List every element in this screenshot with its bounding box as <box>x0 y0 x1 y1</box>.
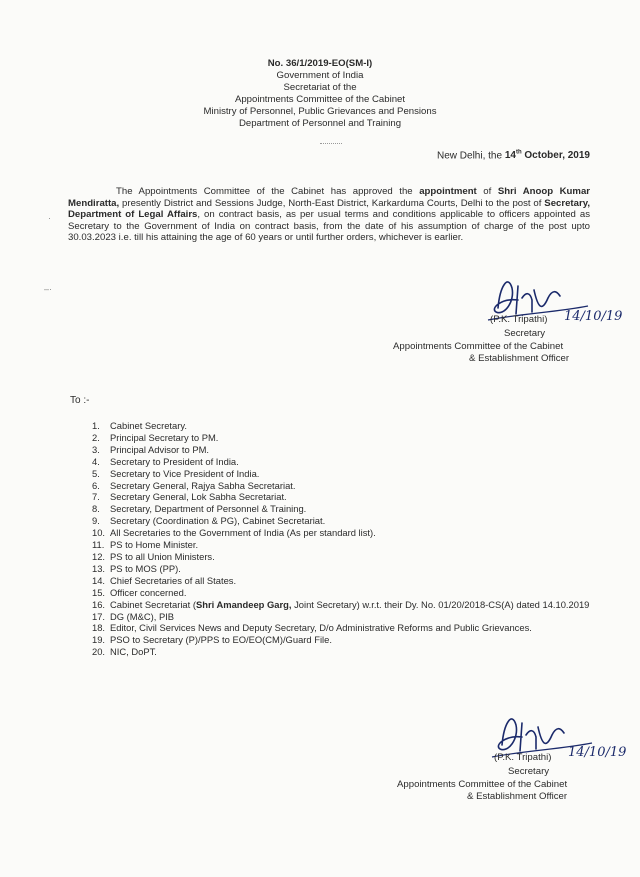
list-item: 13. PS to MOS (PP). <box>92 562 181 574</box>
list-item: 7. Secretary General, Lok Sabha Secretariat. <box>92 491 287 503</box>
header-divider <box>320 143 342 144</box>
list-item: 8. Secretary, Department of Personnel & Training. <box>92 503 307 515</box>
signature-scribble <box>478 268 618 340</box>
reference-number: No. 36/1/2019-EO(SM-I) <box>267 58 373 69</box>
list-item: 4. Secretary to President of India. <box>92 455 239 467</box>
list-item: 12. PS to all Union Ministers. <box>92 550 215 562</box>
list-item: 9. Secretary (Coordination & PG), Cabinet Secretariat. <box>92 515 326 527</box>
list-item: 14. Chief Secretaries of all States. <box>92 574 237 586</box>
signatory-name: (P.K. Tripathi) <box>494 752 552 763</box>
list-item: 1. Cabinet Secretary. <box>92 420 187 431</box>
signatory-office-1: Appointments Committee of the Cabinet <box>393 341 564 352</box>
signatory-office-1: Appointments Committee of the Cabinet <box>397 779 568 790</box>
order-paragraph: The Appointments Committee of the Cabinet has approved the appointment of Shri Anoop Kumar Mendiratta, presently District and Sessions Judge, North-East District, Karkarduma Courts, Delhi to the post of Secretary, Department of Legal Affairs, on contract basis, as per usual terms and conditions applicable to officers appointed as Secretary to the Government of India on contract basis, from the date of his assumption of charge of the post upto 30.03.2023 i.e. till his attaining the age of 60 years or until further orders, whichever is earlier. <box>68 186 591 244</box>
list-item: 2. Principal Secretary to PM. <box>92 431 219 443</box>
header-line-3: Appointments Committee of the Cabinet <box>234 94 406 105</box>
list-item: 18. Editor, Civil Services News and Deputy Secretary, D/o Administrative Reforms and Public Grievances. <box>92 622 532 634</box>
signatory-designation: Secretary <box>508 766 550 777</box>
signatory-designation: Secretary <box>504 328 546 339</box>
header-line-1: Government of India <box>276 70 364 81</box>
dateline: New Delhi, the 14th October, 2019 <box>437 150 590 162</box>
signature-scribble <box>482 705 622 777</box>
to-label: To :- <box>70 395 90 406</box>
list-item: 5. Secretary to Vice President of India. <box>92 467 260 479</box>
margin-mark: –· <box>44 284 53 294</box>
header-line-2: Secretariat of the <box>283 82 357 93</box>
header-line-5: Department of Personnel and Training <box>238 118 402 129</box>
signatory-office-2: & Establishment Officer <box>469 353 570 364</box>
signatory-name: (P.K. Tripathi) <box>490 314 548 325</box>
list-item: 3. Principal Advisor to PM. <box>92 443 209 455</box>
list-item: 17. DG (M&C), PIB <box>92 610 175 622</box>
distribution-list <box>92 420 592 658</box>
header-line-4: Ministry of Personnel, Public Grievances and Pensions <box>203 106 437 117</box>
signature-date: 14/10/19 <box>564 309 623 324</box>
margin-mark: · <box>48 213 51 223</box>
list-item: 10. All Secretaries to the Government of India (As per standard list). <box>92 527 376 539</box>
list-item: 20. NIC, DoPT. <box>92 646 157 658</box>
list-item: 6. Secretary General, Rajya Sabha Secretariat. <box>92 479 296 491</box>
list-item: 19. PSO to Secretary (P)/PPS to EO/EO(CM)/Guard File. <box>92 634 332 646</box>
signatory-office-2: & Establishment Officer <box>467 791 568 802</box>
list-item: 15. Officer concerned. <box>92 586 187 598</box>
letter-header <box>0 58 640 130</box>
list-item: 16. Cabinet Secretariat (Shri Amandeep Garg, Joint Secretary) w.r.t. their Dy. No. 01/20/2018-CS(A) dated 14.10.2019 <box>92 598 590 610</box>
signature-date: 14/10/19 <box>568 745 627 760</box>
list-item: 11. PS to Home Minister. <box>92 539 199 551</box>
